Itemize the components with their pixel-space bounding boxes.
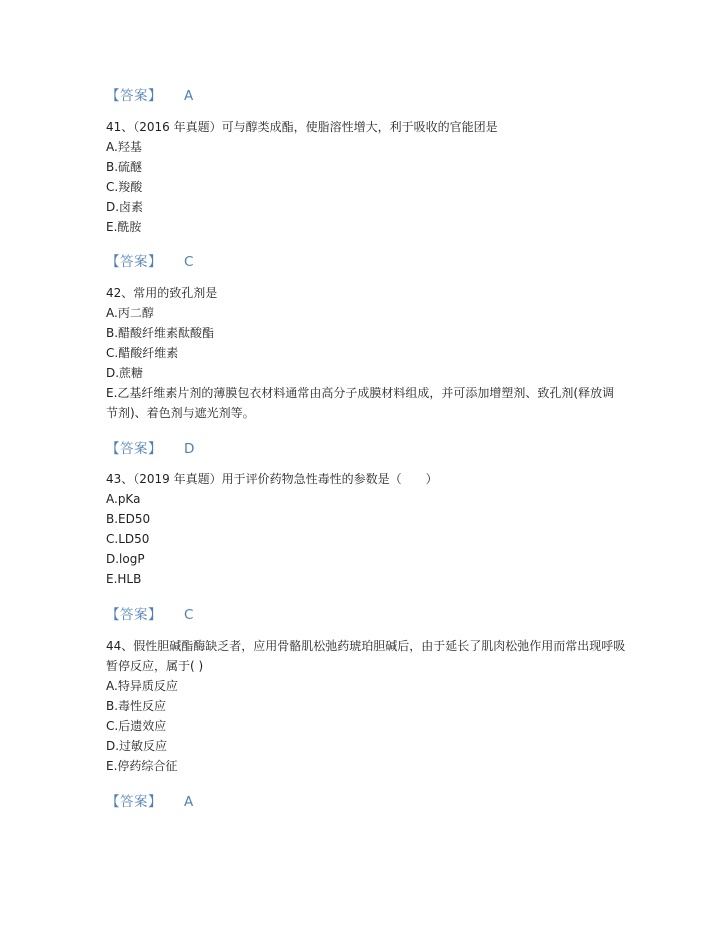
option-e: E.酰胺 xyxy=(106,220,142,234)
answer-label: 【答案】 xyxy=(106,254,162,270)
question-41 xyxy=(106,117,626,237)
answer-value: A xyxy=(184,88,194,104)
question-stem: 42、常用的致孔剂是 xyxy=(106,286,218,300)
question-42 xyxy=(106,283,626,423)
option-c: C.羧酸 xyxy=(106,180,143,194)
option-d: D.logP xyxy=(106,552,145,566)
answer-line xyxy=(106,437,195,457)
answer-line xyxy=(106,250,194,270)
answer-line xyxy=(106,84,194,104)
answer-value: D xyxy=(184,441,195,457)
option-b: B.醋酸纤维素酞酸酯 xyxy=(106,326,215,340)
option-a: A.pKa xyxy=(106,492,141,506)
question-stem: 41、（2016 年真题）可与醇类成酯，使脂溶性增大，利于吸收的官能团是 xyxy=(106,120,498,134)
option-b: B.毒性反应 xyxy=(106,699,167,713)
answer-value: C xyxy=(184,607,194,623)
option-b: B.ED50 xyxy=(106,512,151,526)
option-d: D.蔗糖 xyxy=(106,366,144,380)
option-c: C.醋酸纤维素 xyxy=(106,346,179,360)
answer-line xyxy=(106,603,194,623)
option-c: C.LD50 xyxy=(106,532,150,546)
option-a: A.丙二醇 xyxy=(106,306,154,320)
option-e: E.HLB xyxy=(106,572,142,586)
option-d: D.卤素 xyxy=(106,200,144,214)
option-b: B.硫醚 xyxy=(106,160,143,174)
option-a: A.羟基 xyxy=(106,140,142,154)
option-e: E.停药综合征 xyxy=(106,759,178,773)
option-d: D.过敏反应 xyxy=(106,739,168,753)
answer-label: 【答案】 xyxy=(106,88,162,104)
question-stem: 44、假性胆碱酯酶缺乏者，应用骨骼肌松弛药琥珀胆碱后，由于延长了肌肉松弛作用而常出现呼吸暂停反应，属于( ) xyxy=(106,639,626,673)
answer-value: A xyxy=(184,794,194,810)
option-c: C.后遗效应 xyxy=(106,719,167,733)
answer-line xyxy=(106,790,194,810)
answer-label: 【答案】 xyxy=(106,607,162,623)
question-stem: 43、（2019 年真题）用于评价药物急性毒性的参数是（ ） xyxy=(106,472,438,486)
option-e: E.乙基纤维素片剂的薄膜包衣材料通常由高分子成膜材料组成，并可添加增塑剂、致孔剂(释放调节剂)、着色剂与遮光剂等。 xyxy=(106,386,615,420)
question-43 xyxy=(106,469,626,589)
answer-value: C xyxy=(184,254,194,270)
question-44 xyxy=(106,636,626,776)
answer-label: 【答案】 xyxy=(106,794,162,810)
option-a: A.特异质反应 xyxy=(106,679,178,693)
answer-label: 【答案】 xyxy=(106,441,162,457)
